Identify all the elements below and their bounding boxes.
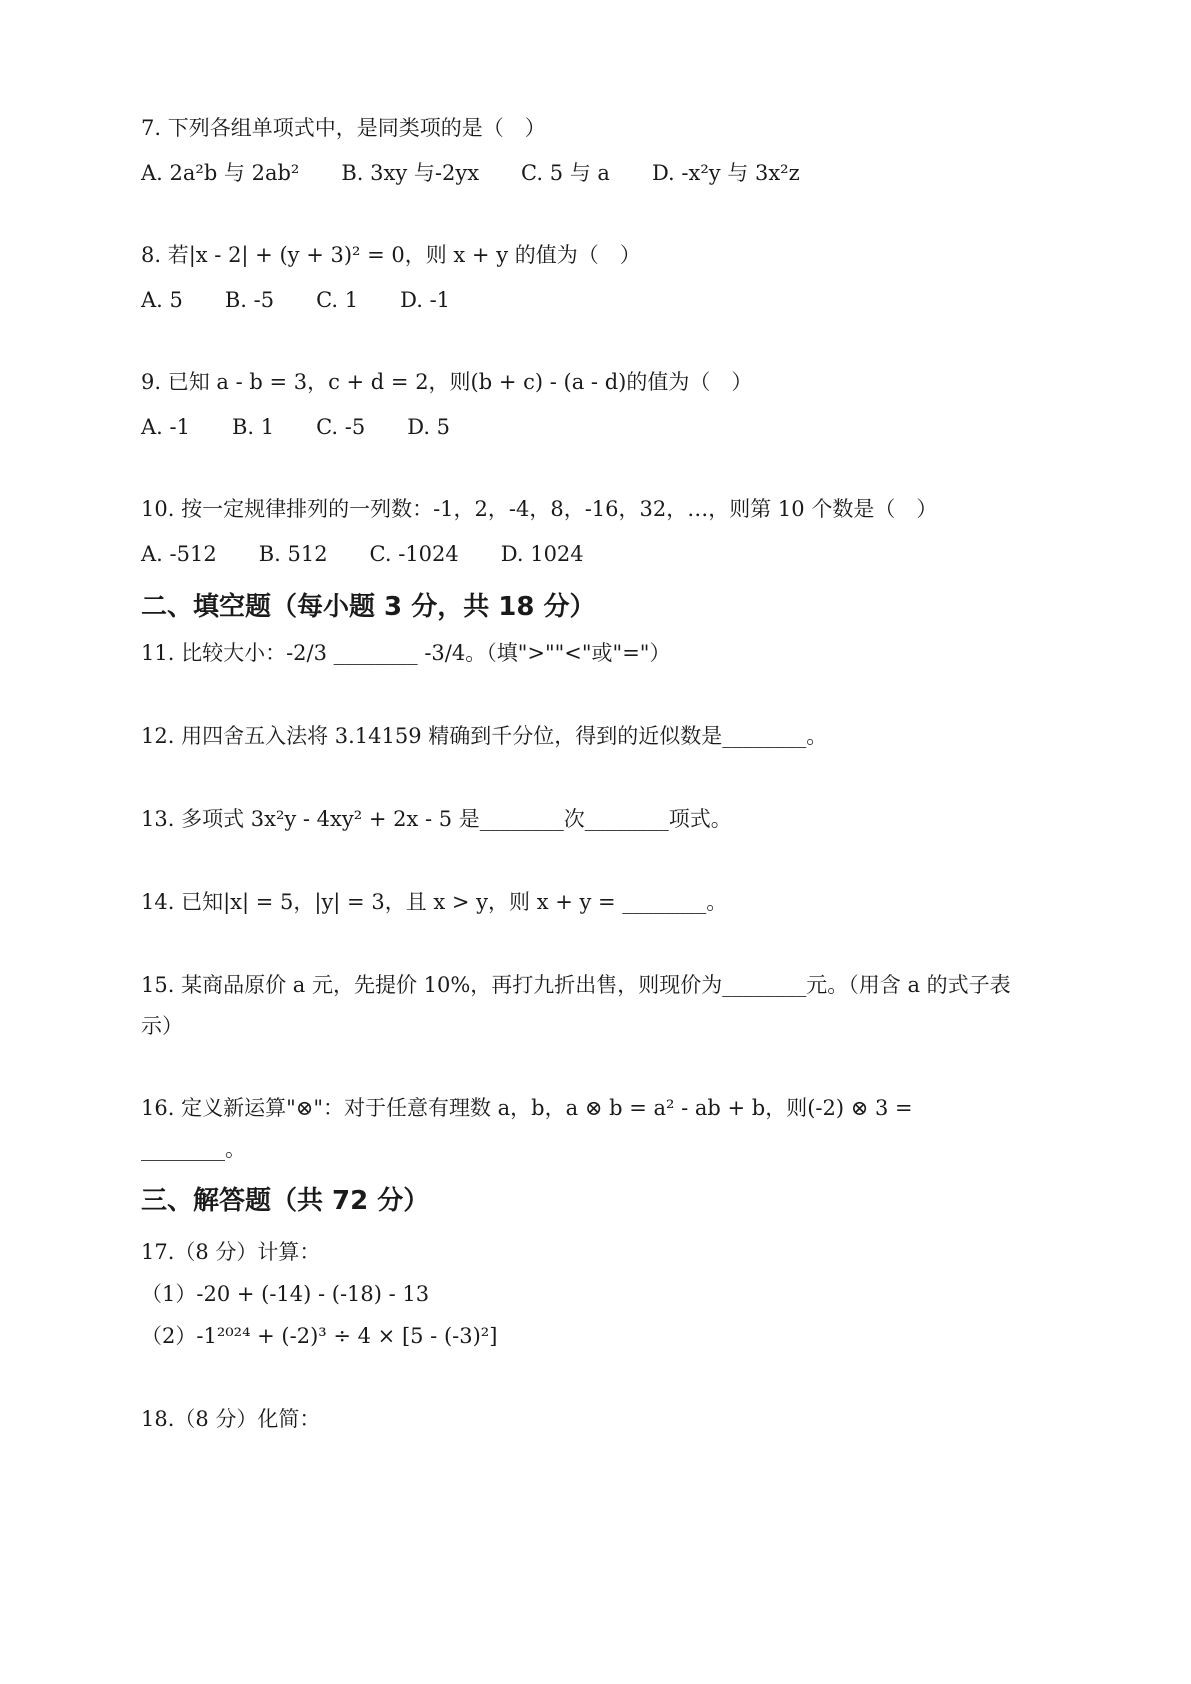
question-10-stem: 10. 按一定规律排列的一列数：-1，2，-4，8，-16，32，…，则第 10 个数是（ ）: [141, 497, 938, 521]
question-8-stem: 8. 若|x - 2| + (y + 3)² = 0，则 x + y 的值为（ ）: [141, 243, 641, 267]
question-10-options: A. -512 B. 512 C. -1024 D. 1024: [141, 542, 584, 566]
question-9-stem: 9. 已知 a - b = 3，c + d = 2，则(b + c) - (a - d)的值为（ ）: [141, 370, 753, 394]
question-17: 17.（8 分）计算：: [141, 1240, 321, 1264]
question-7-options: A. 2a²b 与 2ab² B. 3xy 与-2yx C. 5 与 a D. -x²y 与 3x²z: [141, 161, 800, 185]
question-7-stem: 7. 下列各组单项式中，是同类项的是（ ）: [141, 116, 546, 140]
question-15-line-2: 示）: [141, 1014, 183, 1038]
question-17-part-1: （1）-20 + (-14) - (-18) - 13: [141, 1282, 430, 1306]
question-12: 12. 用四舍五入法将 3.14159 精确到千分位，得到的近似数是________。: [141, 724, 828, 748]
question-16-line-1: 16. 定义新运算"⊗"：对于任意有理数 a，b，a ⊗ b = a² - ab + b，则(-2) ⊗ 3 =: [141, 1096, 913, 1120]
question-16-line-2: ________。: [141, 1137, 246, 1161]
question-11: 11. 比较大小：-2/3 ________ -3/4。（填">""<"或"="）: [141, 641, 671, 665]
question-9-options: A. -1 B. 1 C. -5 D. 5: [141, 415, 451, 439]
question-18: 18.（8 分）化简：: [141, 1407, 321, 1431]
question-17-part-2: （2）-1²⁰²⁴ + (-2)³ ÷ 4 × [5 - (-3)²]: [141, 1324, 498, 1348]
question-15-line-1: 15. 某商品原价 a 元，先提价 10%，再打九折出售，则现价为________元。（用含 a 的式子表: [141, 973, 1011, 997]
section-3-heading: 三、解答题（共 72 分）: [141, 1186, 430, 1216]
section-2-heading: 二、填空题（每小题 3 分，共 18 分）: [141, 592, 596, 622]
question-8-options: A. 5 B. -5 C. 1 D. -1: [141, 288, 451, 312]
question-14: 14. 已知|x| = 5，|y| = 3，且 x > y，则 x + y = ________。: [141, 890, 728, 914]
question-13: 13. 多项式 3x²y - 4xy² + 2x - 5 是________次________项式。: [141, 807, 732, 831]
